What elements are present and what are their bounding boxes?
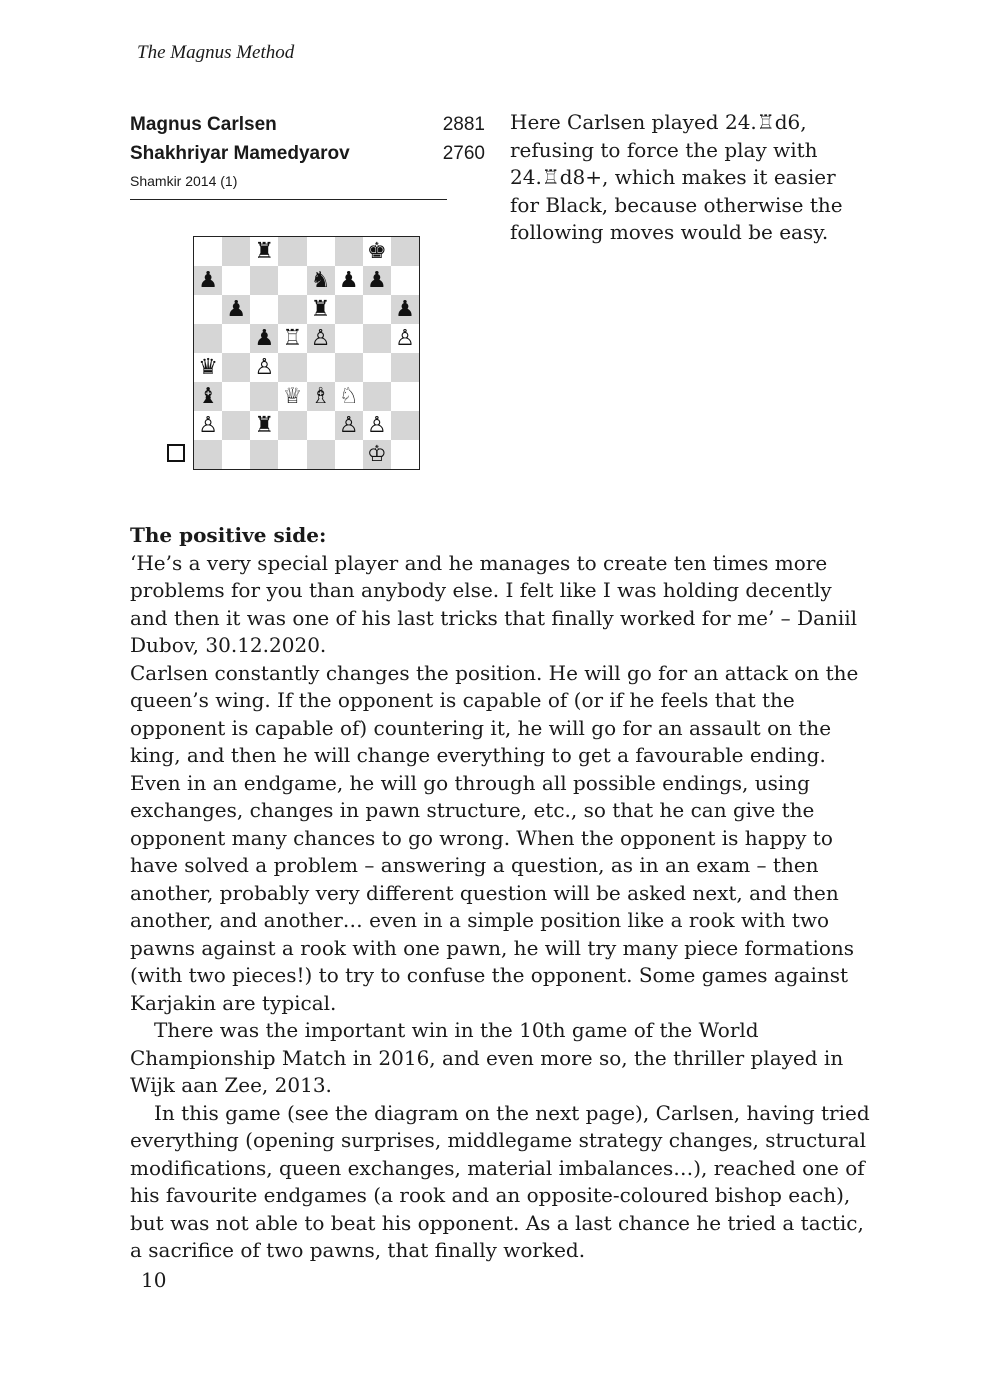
square-d4 bbox=[278, 353, 306, 382]
square-h8 bbox=[391, 237, 419, 266]
square-e2 bbox=[307, 411, 335, 440]
chess-board bbox=[193, 236, 420, 470]
square-a5 bbox=[194, 324, 222, 353]
square-b7 bbox=[222, 266, 250, 295]
square-c8: ♜ bbox=[250, 237, 278, 266]
square-h3 bbox=[391, 382, 419, 411]
body-text bbox=[130, 522, 875, 1265]
header-divider bbox=[130, 199, 447, 200]
square-f7: ♟ bbox=[335, 266, 363, 295]
square-e3: ♗ bbox=[307, 382, 335, 411]
side-commentary: Here Carlsen played 24.♖d6, refusing to force the play with 24.♖d8+, which makes it easier for Black, because otherwise the following moves would be easy. bbox=[510, 110, 843, 244]
square-d5: ♖ bbox=[278, 324, 306, 353]
square-g7: ♟ bbox=[363, 266, 391, 295]
square-h7 bbox=[391, 266, 419, 295]
square-d2 bbox=[278, 411, 306, 440]
square-g8: ♚ bbox=[363, 237, 391, 266]
square-d7 bbox=[278, 266, 306, 295]
square-f4 bbox=[335, 353, 363, 382]
square-g1: ♔ bbox=[363, 440, 391, 469]
square-b3 bbox=[222, 382, 250, 411]
square-f8 bbox=[335, 237, 363, 266]
square-f2: ♙ bbox=[335, 411, 363, 440]
square-d1 bbox=[278, 440, 306, 469]
body-paragraph: In this game (see the diagram on the next page), Carlsen, having tried everything (opening surprises, middlegame strategy changes, structural modifications, queen exchanges, material imbalances…), reached one of his favourite endgames (a rook and an opposite-coloured bishop each), but was not able to beat his opponent. As a last chance he tried a tactic, a sacrifice of two pawns, that finally worked. bbox=[130, 1100, 870, 1262]
square-f5 bbox=[335, 324, 363, 353]
square-e4 bbox=[307, 353, 335, 382]
square-b6: ♟ bbox=[222, 295, 250, 324]
square-b4 bbox=[222, 353, 250, 382]
body-paragraph: There was the important win in the 10th game of the World Championship Match in 2016, and even more so, the thriller played in Wijk aan Zee, 2013. bbox=[130, 1018, 844, 1097]
square-h5: ♙ bbox=[391, 324, 419, 353]
body-paragraph: ‘He’s a very special player and he manages to create ten times more problems for you than anybody else. I felt like I was holding decently and then it was one of his last tricks that finally worked for me’ – Daniil Dubov, 30.12.2020. bbox=[130, 550, 858, 657]
square-g6 bbox=[363, 295, 391, 324]
square-e6: ♜ bbox=[307, 295, 335, 324]
section-heading: The positive side: bbox=[130, 523, 327, 547]
event-info: Shamkir 2014 (1) bbox=[130, 173, 238, 189]
square-b1 bbox=[222, 440, 250, 469]
square-b8 bbox=[222, 237, 250, 266]
white-player-row bbox=[130, 110, 485, 139]
square-h4 bbox=[391, 353, 419, 382]
square-c3 bbox=[250, 382, 278, 411]
square-a8 bbox=[194, 237, 222, 266]
page-number: 10 bbox=[141, 1268, 167, 1292]
black-player-name: Shakhriyar Mamedyarov bbox=[130, 143, 350, 164]
square-g5 bbox=[363, 324, 391, 353]
square-c6 bbox=[250, 295, 278, 324]
game-header bbox=[130, 110, 485, 194]
square-a6 bbox=[194, 295, 222, 324]
square-d8 bbox=[278, 237, 306, 266]
square-e8 bbox=[307, 237, 335, 266]
square-c7 bbox=[250, 266, 278, 295]
square-a3: ♝ bbox=[194, 382, 222, 411]
black-player-row bbox=[130, 139, 485, 168]
black-player-rating: 2760 bbox=[442, 143, 485, 164]
square-b5 bbox=[222, 324, 250, 353]
white-to-move-indicator bbox=[167, 444, 185, 462]
square-h1 bbox=[391, 440, 419, 469]
square-d6 bbox=[278, 295, 306, 324]
square-a4: ♛ bbox=[194, 353, 222, 382]
square-e5: ♙ bbox=[307, 324, 335, 353]
square-a7: ♟ bbox=[194, 266, 222, 295]
square-h6: ♟ bbox=[391, 295, 419, 324]
square-f3: ♘ bbox=[335, 382, 363, 411]
square-a2: ♙ bbox=[194, 411, 222, 440]
white-player-rating: 2881 bbox=[442, 114, 485, 135]
square-e7: ♞ bbox=[307, 266, 335, 295]
square-d3: ♕ bbox=[278, 382, 306, 411]
square-h2 bbox=[391, 411, 419, 440]
square-g4 bbox=[363, 353, 391, 382]
square-g2: ♙ bbox=[363, 411, 391, 440]
square-c2: ♜ bbox=[250, 411, 278, 440]
square-g3 bbox=[363, 382, 391, 411]
white-player-name: Magnus Carlsen bbox=[130, 114, 277, 135]
square-c4: ♙ bbox=[250, 353, 278, 382]
square-a1 bbox=[194, 440, 222, 469]
square-f1 bbox=[335, 440, 363, 469]
running-head: The Magnus Method bbox=[137, 42, 295, 63]
body-paragraph: Carlsen constantly changes the position. He will go for an attack on the queen’s wing. If the opponent is capable of (or if he feels that the opponent is capable of) countering it, he will go for an assault on the king, and then he will change everything to get a favourable ending. Even in an endgame, he will go through all possible endings, using exchanges, changes in pawn structure, etc., so that he can give the opponent many chances to go wrong. When the opponent is happy to have solved a problem – answering a question, as in an exam – then another, probably very different question will be asked next, and then another, and another… even in a simple position like a rook with two pawns against a rook with one pawn, he will try many piece formations (with two pieces!) to try to confuse the opponent. Some games against Karjakin are typical. bbox=[130, 660, 859, 1015]
square-c1 bbox=[250, 440, 278, 469]
square-e1 bbox=[307, 440, 335, 469]
square-f6 bbox=[335, 295, 363, 324]
square-b2 bbox=[222, 411, 250, 440]
square-c5: ♟ bbox=[250, 324, 278, 353]
